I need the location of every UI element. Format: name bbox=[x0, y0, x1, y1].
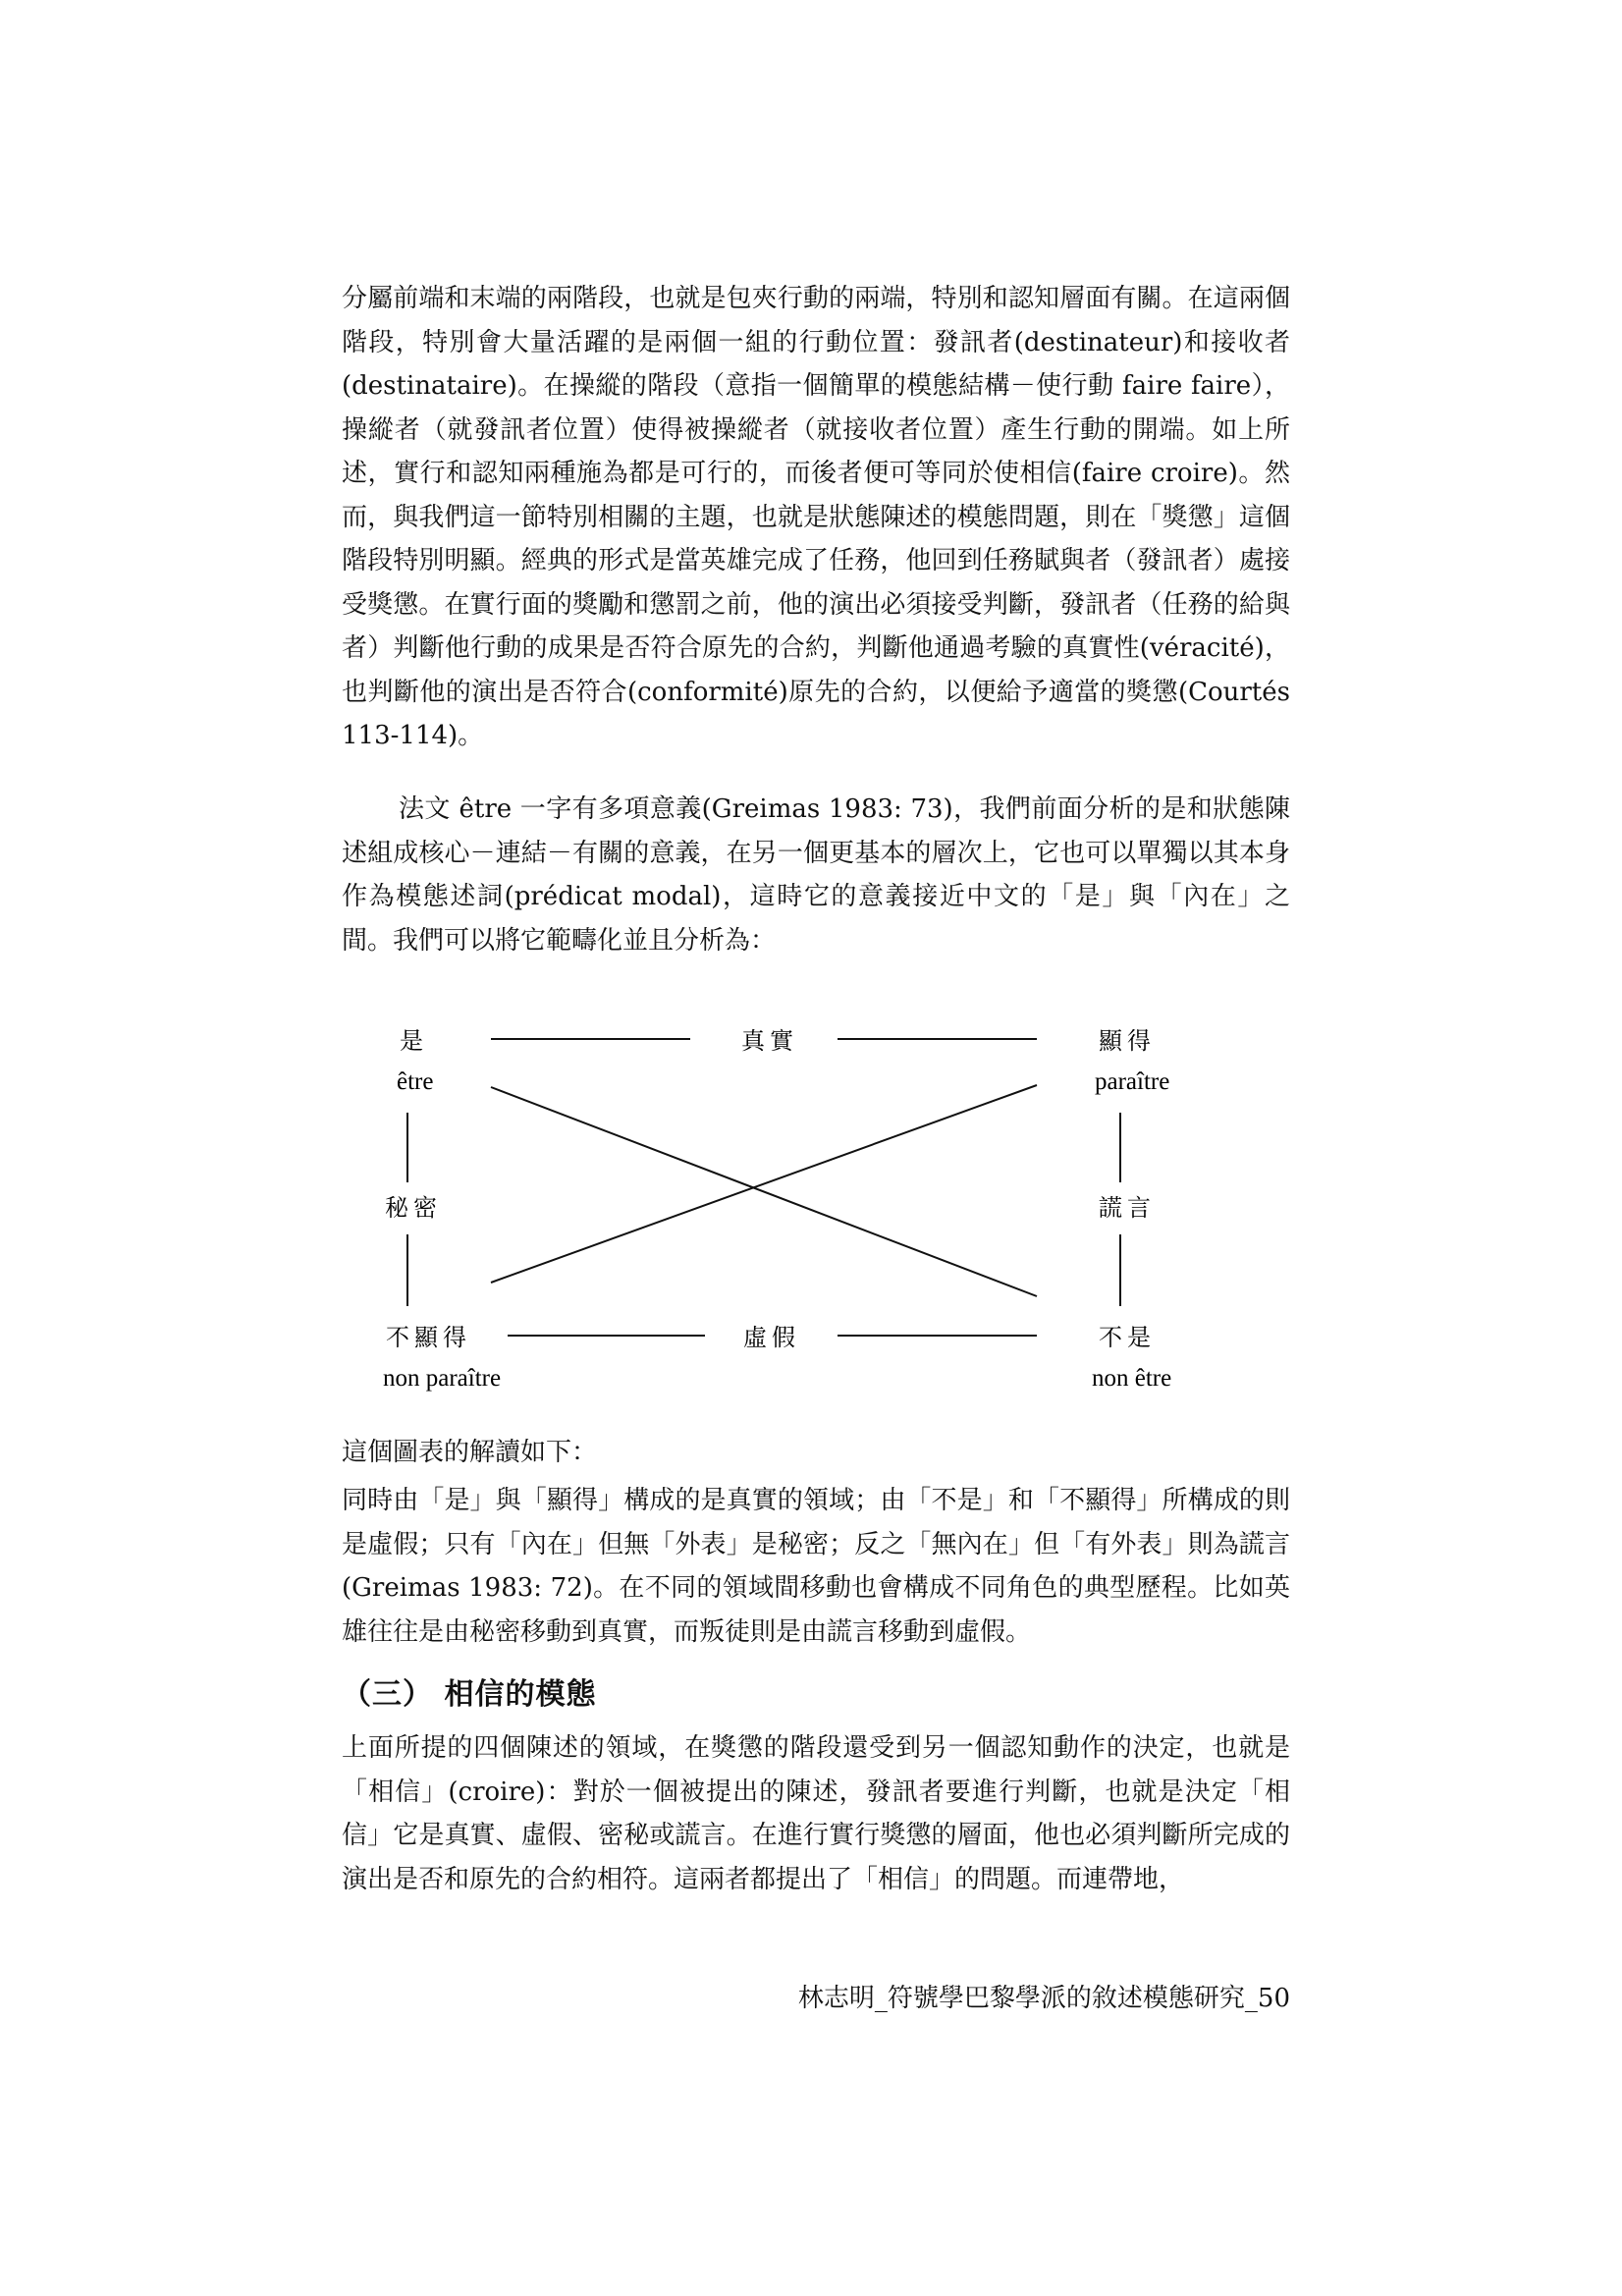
section-heading: （三） 相信的模態 bbox=[342, 1677, 597, 1712]
label-bottom-left-zh: 不顯得 bbox=[386, 1324, 471, 1351]
label-top-right-fr: paraître bbox=[1095, 1068, 1170, 1095]
label-top-left-fr: être bbox=[397, 1068, 434, 1095]
label-right-middle: 謊言 bbox=[1099, 1194, 1156, 1222]
body-paragraph: 這個圖表的解讀如下： bbox=[342, 1438, 598, 1467]
label-bottom-right-zh: 不是 bbox=[1099, 1324, 1156, 1351]
label-top-left-zh: 是 bbox=[400, 1027, 428, 1055]
label-bottom-middle: 虛假 bbox=[743, 1324, 800, 1351]
label-top-right-zh: 顯得 bbox=[1099, 1027, 1156, 1055]
label-left-middle: 秘密 bbox=[385, 1194, 442, 1222]
label-bottom-right-fr: non être bbox=[1092, 1365, 1172, 1392]
label-bottom-left-fr: non paraître bbox=[383, 1365, 502, 1392]
diagonal-line bbox=[491, 1085, 1037, 1283]
label-top-middle: 真實 bbox=[741, 1027, 798, 1055]
body-paragraph: 分屬前端和末端的兩階段，也就是包夾行動的兩端，特別和認知層面有關。在這兩個階段，特別會大量活躍的是兩個一組的行動位置：發訊者(destinateur)和接收者(destinataire)。在操縱的階段（意指一個簡單的模態結構－使行動 faire faire），操縱者（就發訊者位置）使得被操縱者（就接收者位置）產生行動的開端。如上所述，實行和認知兩種施為都是可行的，而後者便可等同於使相信(faire croire)。然而，與我們這一節特別相關的主題，也就是狀態陳述的模態問題，則在「獎懲」這個階段特別明顯。經典的形式是當英雄完成了任務，他回到任務賦與者（發訊者）處接受獎懲。在實行面的獎勵和懲罰之前，他的演出必須接受判斷，發訊者（任務的給與者）判斷他行動的成果是否符合原先的合約，判斷他通過考驗的真實性(véracité)，也判斷他的演出是否符合(conformité)原先的合約，以便給予適當的獎懲(Courtés 113-114)。 bbox=[342, 284, 1290, 750]
body-paragraph: 同時由「是」與「顯得」構成的是真實的領域；由「不是」和「不顯得」所構成的則是虛假；只有「內在」但無「外表」是秘密；反之「無內在」但「有外表」則為謊言(Greimas 1983: 72)。在不同的領域間移動也會構成不同角色的典型歷程。比如英雄往往是由秘密移動到真實，而叛徒則是由謊言移動到虛假。 bbox=[342, 1486, 1290, 1647]
diagonal-line bbox=[491, 1087, 1037, 1296]
page-footer: 林志明_符號學巴黎學派的敘述模態研究_50 bbox=[797, 1984, 1290, 2013]
body-paragraph: 法文 être 一字有多項意義(Greimas 1983: 73)，我們前面分析的是和狀態陳述組成核心－連結－有關的意義，在另一個更基本的層次上，它也可以單獨以其本身作為模態述詞(prédicat modal)，這時它的意義接近中文的「是」與「內在」之間。我們可以將它範疇化並且分析為： bbox=[342, 794, 1290, 956]
body-paragraph: 上面所提的四個陳述的領域，在獎懲的階段還受到另一個認知動作的決定，也就是「相信」(croire)：對於一個被提出的陳述，發訊者要進行判斷，也就是決定「相信」它是真實、虛假、密秘或謊言。在進行實行獎懲的層面，他也必須判斷所完成的演出是否和原先的合約相符。這兩者都提出了「相信」的問題。而連帶地， bbox=[342, 1733, 1290, 1894]
